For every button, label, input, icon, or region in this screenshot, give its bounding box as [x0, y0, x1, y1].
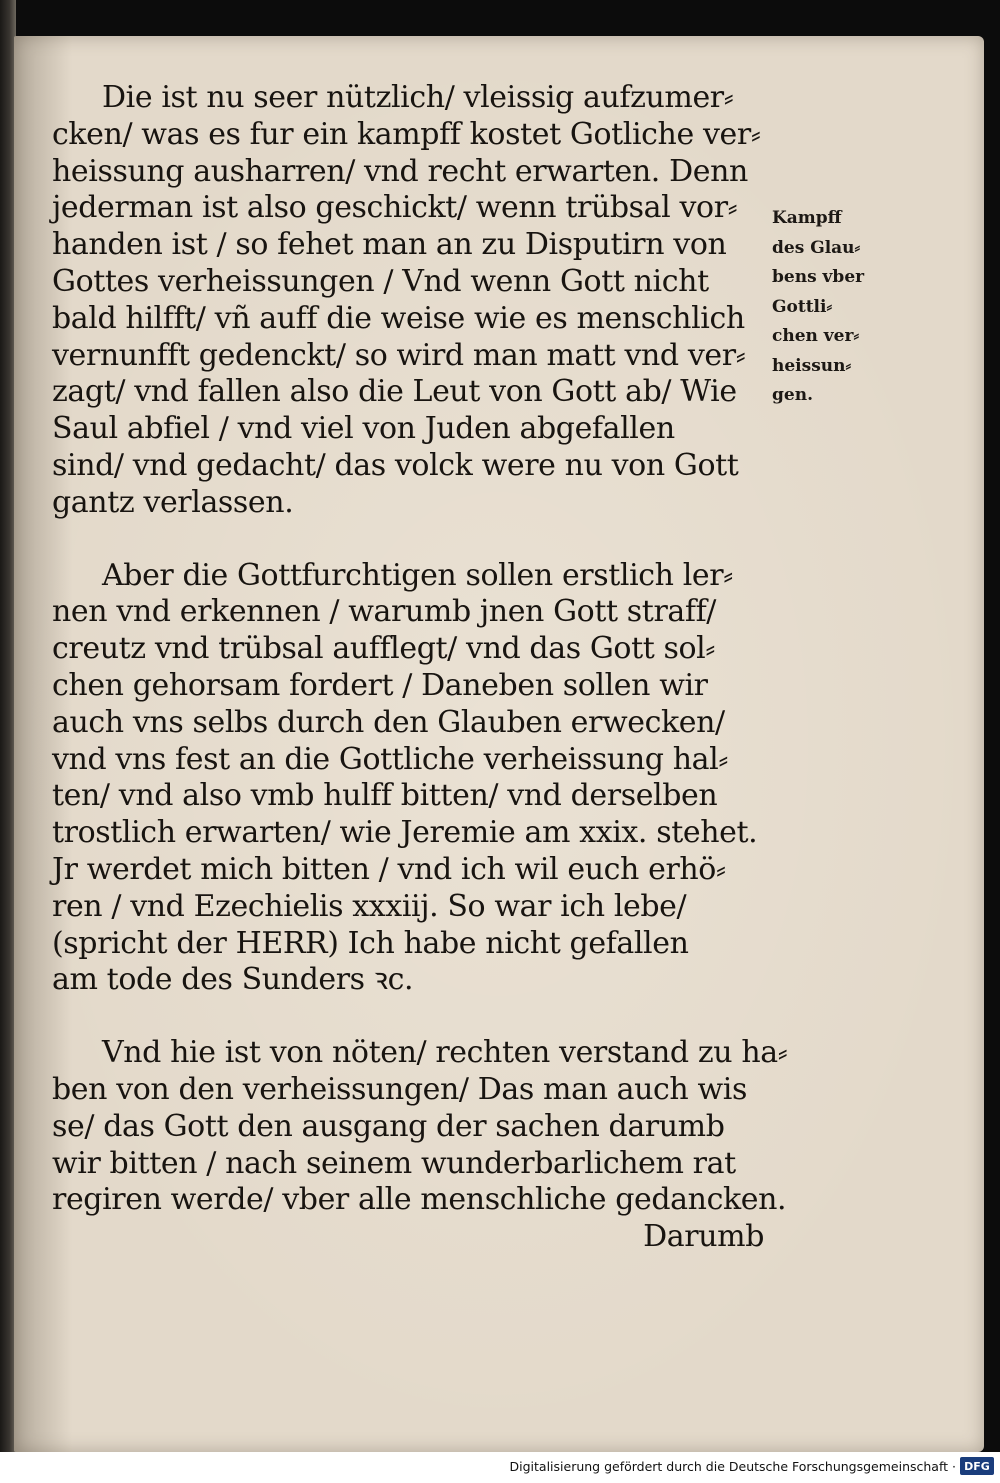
text-line: cken/ was es fur ein kampff kostet Gotliche ver⸗: [52, 116, 761, 152]
marginal-line: chen ver⸗: [772, 326, 860, 346]
marginal-line: Gottli⸗: [772, 296, 833, 317]
text-line: ren / vnd Ezechielis xxxiij. So war ich lebe/: [52, 888, 687, 924]
marginal-line: gen.: [772, 385, 813, 405]
paragraph-spacer: [52, 522, 764, 558]
text-line: Aber die Gottfurchtigen sollen erstlich ler⸗: [102, 557, 733, 593]
text-line: trostlich erwarten/ wie Jeremie am xxix. stehet.: [52, 815, 758, 851]
funding-notice: Digitalisierung gefördert durch die Deutsche Forschungsgemeinschaft ·: [509, 1459, 956, 1474]
text-line: creutz vnd trübsal aufflegt/ vnd das Gott sol⸗: [52, 631, 715, 667]
catchword: Darumb: [643, 1219, 764, 1255]
text-line: vnd vns fest an die Gottliche verheissung hal⸗: [52, 741, 728, 777]
paragraph-1: [52, 80, 764, 522]
text-line: auch vns selbs durch den Glauben erwecken/: [52, 704, 725, 740]
marginal-note: [772, 204, 892, 411]
main-text-block: [52, 80, 788, 1256]
document-page: [14, 36, 984, 1452]
text-line: Die ist nu seer nützlich/ vleissig aufzumer⸗: [102, 80, 734, 115]
marginal-line: des Glau⸗: [772, 237, 861, 258]
text-line: handen ist / so fehet man an zu Disputirn von: [52, 227, 727, 263]
text-line: sind/ vnd gedacht/ das volck were nu von Gott: [52, 447, 739, 483]
marginal-line: bens vber: [772, 267, 865, 287]
text-line: Jr werdet mich bitten / vnd ich wil euch erhö⸗: [52, 851, 726, 887]
text-line: zagt/ vnd fallen also die Leut von Gott ab/ Wie: [52, 374, 737, 410]
text-line: gantz verlassen.: [52, 484, 294, 520]
paragraph-3: [52, 1035, 788, 1256]
text-line: Gottes verheissungen / Vnd wenn Gott nicht: [52, 263, 709, 299]
marginal-line: heissun⸗: [772, 355, 852, 376]
text-line: (spricht der HERR) Ich habe nicht gefallen: [52, 925, 689, 961]
text-line: am tode des Sunders ꝛc.: [52, 962, 414, 998]
dfg-logo: DFG: [960, 1457, 994, 1475]
text-line: jederman ist also geschickt/ wenn trübsal vor⸗: [52, 190, 738, 226]
text-line: ten/ vnd also vmb hulff bitten/ vnd derselben: [52, 778, 718, 814]
text-line: se/ das Gott den ausgang der sachen darumb: [52, 1108, 725, 1144]
marginal-line: Kampff: [772, 208, 842, 228]
text-line: regiren werde/ vber alle menschliche gedancken.: [52, 1182, 787, 1218]
paragraph-spacer: [52, 999, 764, 1035]
text-line: wir bitten / nach seinem wunderbarlichem rat: [52, 1145, 736, 1181]
text-line: Saul abfiel / vnd viel von Juden abgefallen: [52, 411, 675, 447]
text-line: vernunfft gedenckt/ so wird man matt vnd ver⸗: [52, 337, 746, 373]
text-line: chen gehorsam fordert / Daneben sollen wir: [52, 667, 708, 703]
text-line: nen vnd erkennen / warumb jnen Gott straff/: [52, 594, 716, 630]
footer-bar: [0, 1452, 1000, 1483]
text-line: bald hilfft/ vñ auff die weise wie es menschlich: [52, 300, 745, 336]
text-line: ben von den verheissungen/ Das man auch wis: [52, 1071, 747, 1107]
paragraph-2: [52, 558, 764, 1000]
text-line: Vnd hie ist von nöten/ rechten verstand zu ha⸗: [102, 1035, 788, 1071]
text-line: heissung ausharren/ vnd recht erwarten. Denn: [52, 153, 748, 189]
